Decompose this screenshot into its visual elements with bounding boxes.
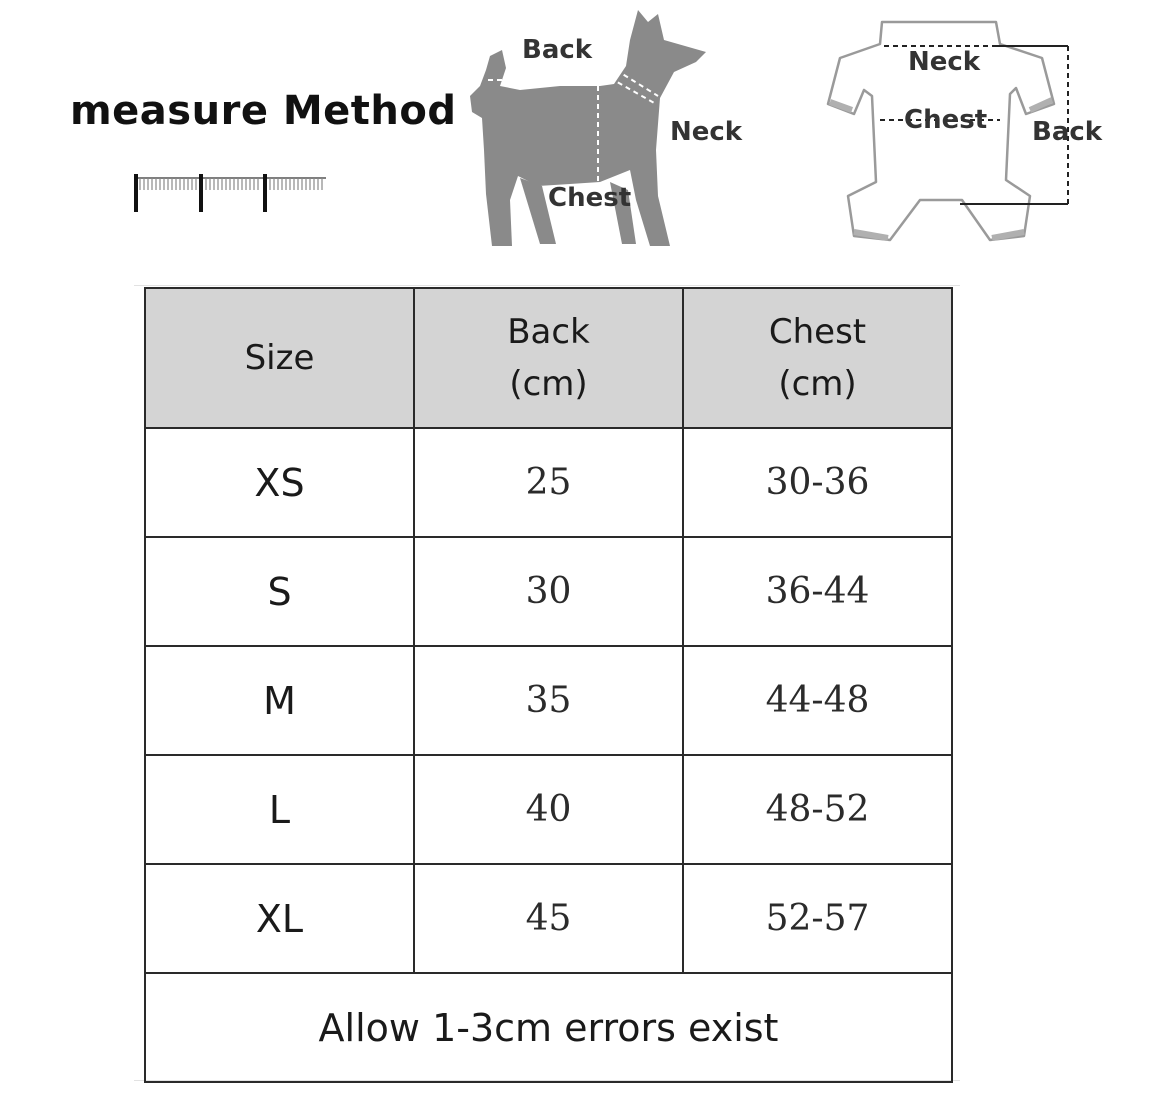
back-cell: 25: [414, 428, 683, 537]
table-row: [145, 537, 952, 646]
table-row: [145, 646, 952, 755]
grid-guide-line: [134, 285, 960, 286]
chest-cell: 36-44: [683, 537, 952, 646]
table-row: [145, 864, 952, 973]
size-cell: M: [145, 646, 414, 755]
garment-back-label: Back: [1032, 117, 1103, 147]
table-note-row: [145, 973, 952, 1082]
header-back: Back (cm): [414, 288, 683, 428]
back-cell: 30: [414, 537, 683, 646]
header-chest: Chest (cm): [683, 288, 952, 428]
size-cell: S: [145, 537, 414, 646]
chest-cell: 48-52: [683, 755, 952, 864]
chest-cell: 44-48: [683, 646, 952, 755]
size-cell: XS: [145, 428, 414, 537]
header-size: Size: [145, 288, 414, 428]
tolerance-note: Allow 1-3cm errors exist: [145, 973, 952, 1082]
size-cell: XL: [145, 864, 414, 973]
measure-method-title: measure Method: [70, 88, 457, 134]
size-chart-table: [144, 287, 953, 1083]
dog-chest-label: Chest: [548, 183, 632, 213]
size-cell: L: [145, 755, 414, 864]
dog-measure-diagram: [460, 0, 750, 260]
back-cell: 45: [414, 864, 683, 973]
ruler-icon: [130, 168, 330, 218]
back-cell: 35: [414, 646, 683, 755]
garment-measure-diagram: [820, 10, 1120, 260]
dog-back-label: Back: [522, 35, 593, 65]
measure-method-header: [0, 0, 1170, 270]
table-row: [145, 755, 952, 864]
dog-neck-label: Neck: [670, 117, 743, 147]
garment-chest-label: Chest: [904, 105, 988, 135]
table-header-row: [145, 288, 952, 428]
chest-cell: 52-57: [683, 864, 952, 973]
garment-neck-label: Neck: [908, 47, 981, 77]
table-row: [145, 428, 952, 537]
back-cell: 40: [414, 755, 683, 864]
chest-cell: 30-36: [683, 428, 952, 537]
